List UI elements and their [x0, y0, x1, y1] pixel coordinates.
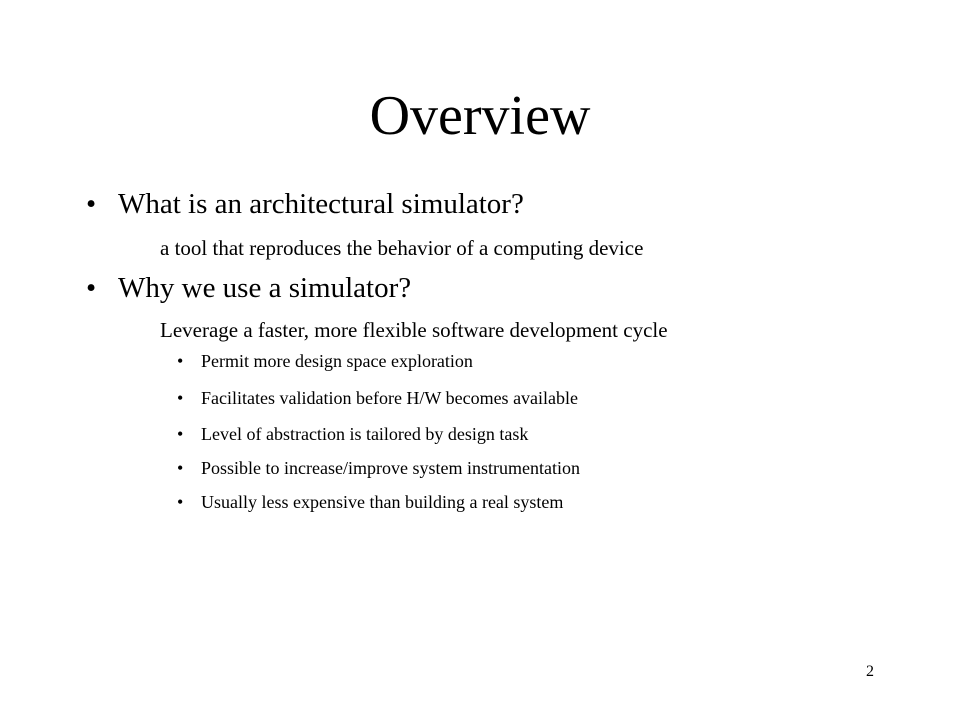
bullet-icon: •: [177, 492, 184, 512]
sub-sub-item-text: Level of abstraction is tailored by design task: [201, 424, 529, 444]
bullet-icon: •: [177, 424, 184, 444]
page-number: 2: [866, 663, 874, 680]
sub-item-text: Leverage a faster, more flexible software development cycle: [160, 318, 668, 342]
sub-sub-item-text: Facilitates validation before H/W becomes available: [201, 388, 579, 408]
bullet-icon: •: [86, 188, 97, 220]
sub-sub-item-text: Usually less expensive than building a real system: [201, 492, 564, 512]
bullet-icon: •: [86, 272, 97, 304]
slide-title: Overview: [369, 85, 591, 147]
bullet-text: Why we use a simulator?: [118, 272, 412, 304]
bullet-icon: •: [177, 388, 184, 408]
bullet-icon: •: [177, 458, 184, 478]
bullet-icon: •: [177, 351, 184, 371]
bullet-text: What is an architectural simulator?: [118, 188, 524, 220]
sub-sub-item-text: Permit more design space exploration: [201, 351, 473, 371]
sub-sub-item-text: Possible to increase/improve system instrumentation: [201, 458, 580, 478]
sub-item-text: a tool that reproduces the behavior of a computing device: [160, 236, 644, 260]
